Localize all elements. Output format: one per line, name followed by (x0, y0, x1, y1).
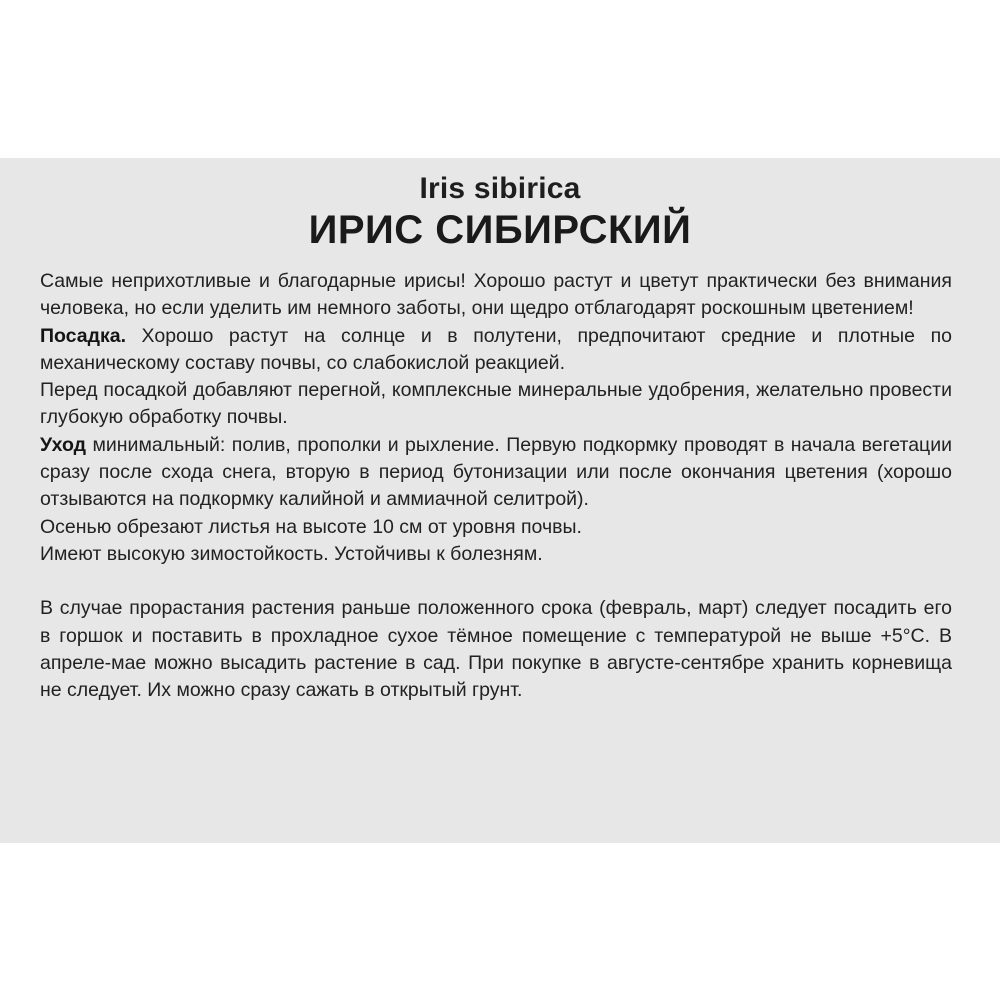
before-planting-paragraph: Перед посадкой добавляют перегной, комплексные минеральные удобрения, желательно провести глубокую обработку почвы. (40, 379, 952, 429)
care-paragraph (40, 432, 952, 514)
description-text (40, 268, 952, 704)
autumn-paragraph: Осенью обрезают листья на высоте 10 см от уровня почвы. (40, 515, 582, 538)
latin-name: Iris sibirica (419, 172, 581, 205)
planting-paragraph (40, 323, 952, 378)
paragraph-spacer (40, 568, 952, 595)
care-text: минимальный: полив, прополки и рыхление. Первую подкормку проводят в начала вегетации сразу после схода снега, вторую в период бутонизации или после окончания цветения (хорошо отзываются на подкормку калийной и аммиачной селитрой). (40, 433, 952, 511)
page-title: ИРИС СИБИРСКИЙ (308, 208, 692, 252)
intro-paragraph: Самые неприхотливые и благодарные ирисы! Хорошо растут и цветут практически без внимания человека, но если уделить им немного заботы, они щедро отблагодарят роскошным цветением! (40, 270, 952, 320)
planting-text: Хорошо растут на солнце и в полутени, предпочитают средние и плотные по механическому составу почвы, со слабокислой реакцией. (40, 324, 952, 374)
care-label: Уход (40, 433, 87, 456)
hardiness-paragraph: Имеют высокую зимостойкость. Устойчивы к болезням. (40, 542, 543, 565)
instruction-card (0, 158, 1000, 843)
storage-paragraph: В случае прорастания растения раньше положенного срока (февраль, март) следует посадить его в горшок и поставить в прохладное сухое тёмное помещение с температурой не выше +5°С. В апреле-мае можно высадить растение в сад. При покупке в августе-сентябре хранить корневища не следует. Их можно сразу сажать в открытый грунт. (40, 597, 952, 702)
planting-label: Посадка. (40, 324, 126, 347)
